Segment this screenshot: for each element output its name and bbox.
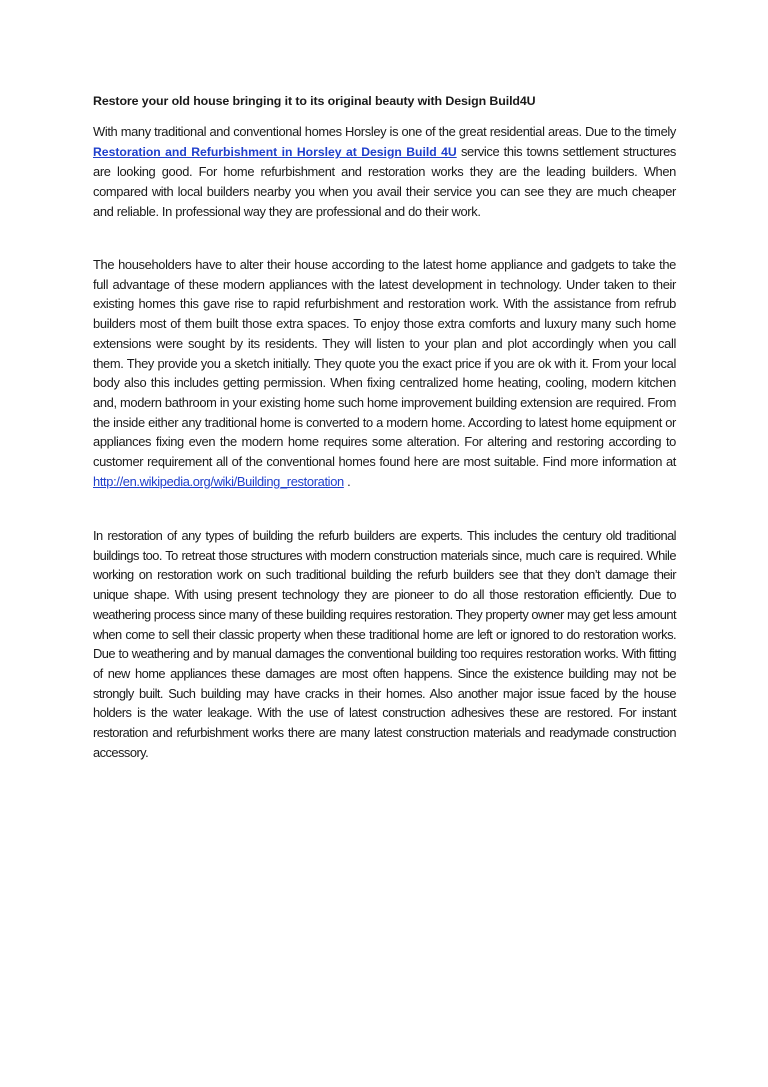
wikipedia-building-restoration-link[interactable]: http://en.wikipedia.org/wiki/Building_restoration xyxy=(93,473,344,489)
paragraph-householders-text-end: . xyxy=(343,473,351,489)
paragraph-intro xyxy=(93,122,676,222)
paragraph-householders-text-start: The householders have to alter their house according to the latest home appliance and gadgets to take the full advantage of these modern appliances with the latest development in technology. Under taken to their existing homes this gave rise to rapid refurbishment and restoration work. With the assistance from refrub builders most of them built those extra spaces. To enjoy those extra comforts and luxury many such home extensions were sought by its residents. They will listen to your plan and plot accordingly when you call them. They provide you a sketch initially. They quote you the exact price if you are ok with it. From your local body also this includes getting permission. When fixing centralized home heating, cooling, modern kitchen and, modern bathroom in your existing home such home improvement building extension are required. From the inside either any traditional home is converted to a modern home. According to latest home equipment or appliances fixing even the modern home requires some alteration. For altering and restoring according to customer requirement all of the conventional homes found here are most suitable. Find more information at xyxy=(93,257,676,470)
restoration-refurbishment-link[interactable]: Restoration and Refurbishment in Horsley at Design Build 4U xyxy=(93,144,457,159)
paragraph-restoration: In restoration of any types of building the refurb builders are experts. This includes the century old traditional buildings too. To retreat those structures with modern construction materials since, much care is required. While working on restoration work on such traditional building the refurb builders see that they don’t damage their unique shape. With using present technology they are pioneer to do all those restoration efficiently. Due to weathering process since many of these building requires restoration. They property owner may get less amount when come to sell their classic property when these traditional home are left or ignored to do restoration works. Due to weathering and by manual damages the conventional building too requires restoration works. With fitting of new home appliances these damages are most often happens. Since the existence building may not be strongly built. Such building may have cracks in their homes. Also another major issue faced by the house holders is the water leakage. With the use of latest construction adhesives these are restored. For instant restoration and refurbishment works there are many latest construction materials and readymade construction accessory. xyxy=(93,528,676,760)
paragraph-intro-text-end: service this towns settlement structures are looking good. For home refurbishment and restoration works they are the leading builders. When compared with local builders nearby you when you avail their service you can see they are much cheaper and reliable. In professional way they are professional and do their work. xyxy=(93,143,676,219)
paragraph-householders xyxy=(93,255,676,491)
document-title: Restore your old house bringing it to its original beauty with Design Build4U xyxy=(93,94,536,108)
paragraph-intro-text-start: With many traditional and conventional homes Horsley is one of the great residential areas. Due to the timely xyxy=(93,124,676,139)
